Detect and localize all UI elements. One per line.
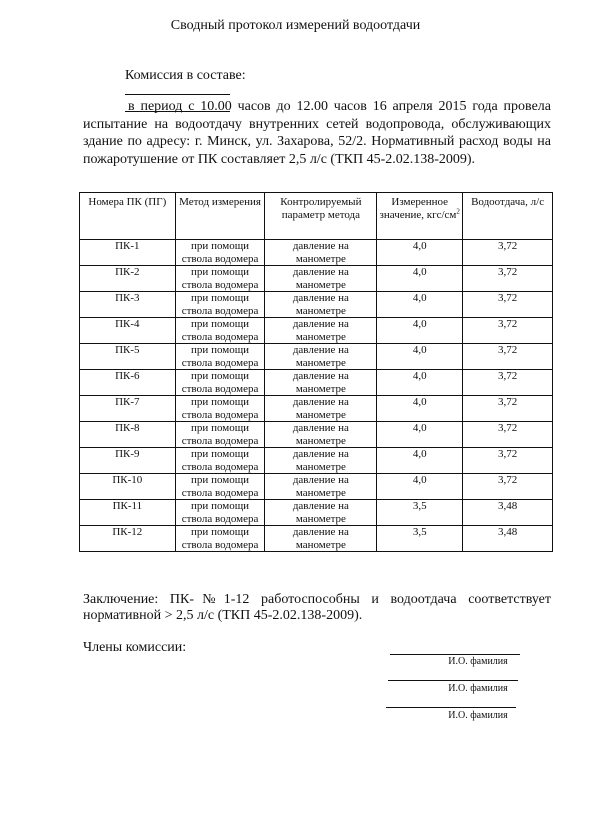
table-row <box>80 422 553 448</box>
row-method: при помощи ствола водомера <box>175 448 265 474</box>
row-flow: 3,72 <box>463 318 553 344</box>
row-param: давление на манометре <box>265 474 377 500</box>
row-flow: 3,72 <box>463 292 553 318</box>
row-value: 4,0 <box>377 318 463 344</box>
row-param: давление на манометре <box>265 344 377 370</box>
row-param: давление на манометре <box>265 240 377 266</box>
row-method: при помощи ствола водомера <box>175 526 265 552</box>
header-method: Метод измерения <box>175 193 265 240</box>
row-method: при помощи ствола водомера <box>175 396 265 422</box>
row-method: при помощи ствола водомера <box>175 240 265 266</box>
row-method: при помощи ствола водомера <box>175 422 265 448</box>
table-row <box>80 448 553 474</box>
header-value-text: Измеренное значение, кгс/см <box>379 196 457 221</box>
row-flow: 3,72 <box>463 422 553 448</box>
table-row <box>80 240 553 266</box>
table-row <box>80 396 553 422</box>
row-value: 4,0 <box>377 344 463 370</box>
row-method: при помощи ствола водомера <box>175 370 265 396</box>
signature-name: И.О. фамилия <box>448 683 508 694</box>
row-flow: 3,72 <box>463 396 553 422</box>
table-row <box>80 526 553 552</box>
page-title: Сводный протокол измерений водоотдачи <box>170 18 421 33</box>
signature-line <box>390 654 520 655</box>
header-flow: Водоотдача, л/с <box>463 193 553 240</box>
row-flow: 3,72 <box>463 370 553 396</box>
table-row <box>80 344 553 370</box>
row-method: при помощи ствола водомера <box>175 500 265 526</box>
table-row <box>80 266 553 292</box>
row-id: ПК-11 <box>80 500 176 526</box>
row-id: ПК-2 <box>80 266 176 292</box>
row-param: давление на манометре <box>265 318 377 344</box>
row-id: ПК-7 <box>80 396 176 422</box>
row-flow: 3,72 <box>463 474 553 500</box>
row-id: ПК-5 <box>80 344 176 370</box>
row-value: 3,5 <box>377 526 463 552</box>
row-flow: 3,48 <box>463 500 553 526</box>
row-value: 4,0 <box>377 448 463 474</box>
table-row <box>80 292 553 318</box>
row-id: ПК-12 <box>80 526 176 552</box>
row-value: 4,0 <box>377 474 463 500</box>
row-method: при помощи ствола водомера <box>175 318 265 344</box>
header-value-sup: 2 <box>456 206 460 215</box>
row-method: при помощи ствола водомера <box>175 474 265 500</box>
measurement-table <box>79 192 553 552</box>
row-flow: 3,48 <box>463 526 553 552</box>
members-label: Члены комиссии: <box>83 640 187 655</box>
commission-label: Комиссия в составе: <box>125 68 246 83</box>
row-value: 4,0 <box>377 370 463 396</box>
row-param: давление на манометре <box>265 266 377 292</box>
row-param: давление на манометре <box>265 448 377 474</box>
row-value: 3,5 <box>377 500 463 526</box>
table-header-row <box>80 193 553 240</box>
header-id: Номера ПК (ПГ) <box>80 193 176 240</box>
row-method: при помощи ствола водомера <box>175 266 265 292</box>
conclusion-paragraph: Заключение: ПК-№1-12 работоспособны и водоотдача соответствует нормативной > 2,5 л/с (ТКП 45-2.02.138-2009). <box>83 592 551 623</box>
row-id: ПК-9 <box>80 448 176 474</box>
intro-paragraph: в период с 10.00 часов до 12.00 часов 16 апреля 2015 года провела испытание на водоотдачу внутренних сетей водопровода, обслуживающих здание по адресу: г. Минск, ул. Захарова, 52/2. Нормативный расход воды на пожаротушение от ПК составляет 2,5 л/с (ТКП 45-2.02.138-2009). <box>83 99 551 167</box>
row-value: 4,0 <box>377 396 463 422</box>
row-flow: 3,72 <box>463 240 553 266</box>
row-value: 4,0 <box>377 266 463 292</box>
commission-blank-line <box>125 94 230 95</box>
row-id: ПК-1 <box>80 240 176 266</box>
row-param: давление на манометре <box>265 500 377 526</box>
row-flow: 3,72 <box>463 344 553 370</box>
header-param: Контролируемый параметр метода <box>265 193 377 240</box>
row-value: 4,0 <box>377 292 463 318</box>
signature-name: И.О. фамилия <box>448 710 508 721</box>
header-value <box>377 193 463 240</box>
row-param: давление на манометре <box>265 292 377 318</box>
row-id: ПК-10 <box>80 474 176 500</box>
signature-line <box>386 707 516 708</box>
row-id: ПК-6 <box>80 370 176 396</box>
row-param: давление на манометре <box>265 370 377 396</box>
table-row <box>80 500 553 526</box>
row-id: ПК-4 <box>80 318 176 344</box>
row-id: ПК-8 <box>80 422 176 448</box>
signature-line <box>388 680 518 681</box>
row-param: давление на манометре <box>265 422 377 448</box>
row-method: при помощи ствола водомера <box>175 344 265 370</box>
row-value: 4,0 <box>377 422 463 448</box>
table-row <box>80 370 553 396</box>
row-flow: 3,72 <box>463 448 553 474</box>
row-flow: 3,72 <box>463 266 553 292</box>
row-param: давление на манометре <box>265 526 377 552</box>
row-id: ПК-3 <box>80 292 176 318</box>
row-value: 4,0 <box>377 240 463 266</box>
signature-name: И.О. фамилия <box>448 656 508 667</box>
table-row <box>80 474 553 500</box>
table-row <box>80 318 553 344</box>
row-param: давление на манометре <box>265 396 377 422</box>
row-method: при помощи ствола водомера <box>175 292 265 318</box>
